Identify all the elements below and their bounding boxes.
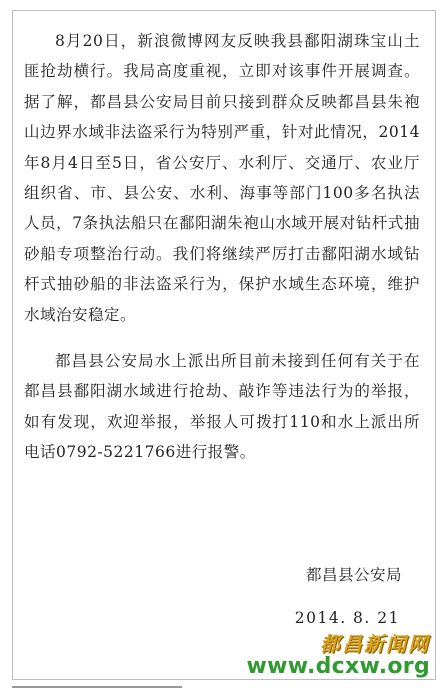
document-date: 2014. 8. 21 xyxy=(294,609,400,627)
watermark-logo xyxy=(247,633,431,679)
watermark-url: www.dcxw.org xyxy=(246,654,430,679)
paragraph-2: 都昌县公安局水上派出所目前未接到任何有关于在都昌县鄱阳湖水域进行抢劫、敲诈等违法行为的举报，如有发现，欢迎举报，举报人可拨打110和水上派出所电话0792-5221766进行报警。 xyxy=(24,352,420,462)
paragraph-1: 8月20日，新浪微博网友反映我县鄱阳湖珠宝山土匪抢劫横行。我局高度重视，立即对该事件开展调查。据了解，都昌县公安局目前只接到群众反映都昌县朱袍山边界水域非法盗采行为特别严重，针对此情况，2014年8月4日至5日，省公安厅、水利厅、交通厅、农业厅组织省、市、县公安、水利、海事等部门100多名执法人员，7条执法船只在鄱阳湖朱袍山水域开展对钻杆式抽砂船专项整治行动。我们将继续严厉打击鄱阳湖水域钻杆式抽砂船的非法盗采行为，保护水域生态环境，维护水域治安稳定。 xyxy=(24,32,420,324)
watermark-calligraphy: 都昌新闻网 xyxy=(320,632,430,656)
divider xyxy=(12,686,182,688)
document-body xyxy=(24,26,420,468)
signature: 都昌县公安局 xyxy=(305,566,402,584)
